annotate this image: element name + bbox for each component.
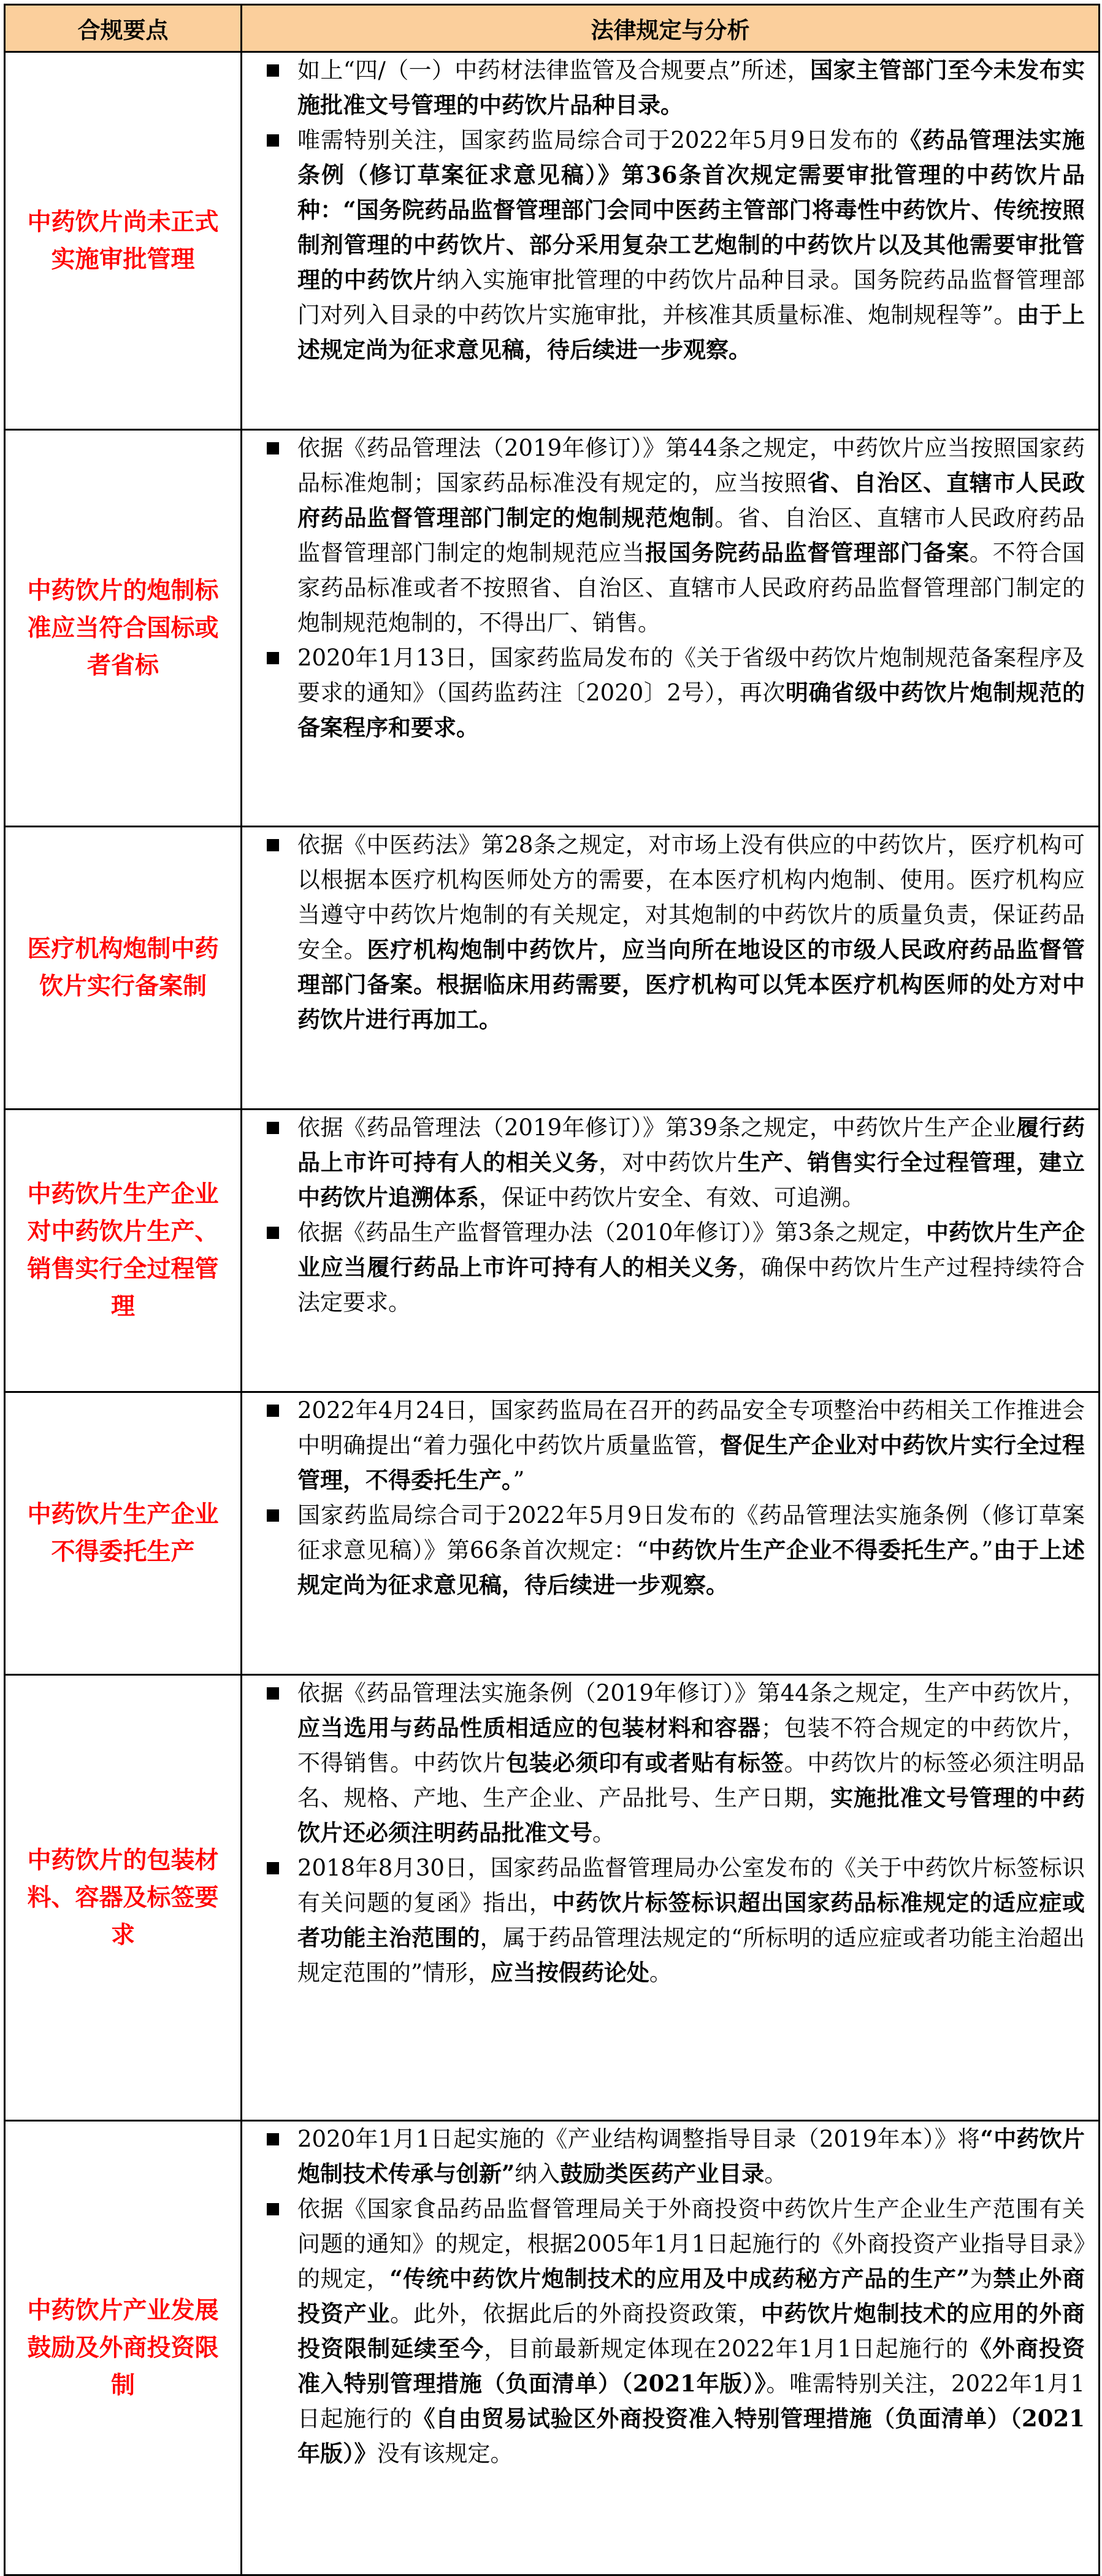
text-segment: 依据《药品生产监督管理办法（2010年修订）》第3条之规定， [297,1219,926,1246]
bold-text-segment: 履行药品上市许可持有人的相关义务 [297,1114,1085,1176]
bullet-text [297,123,1085,367]
square-bullet-icon [242,1498,297,1603]
text-segment: 唯需特别关注，国家药监局综合司于2022年5月9日发布的 [297,127,899,153]
bold-text-segment: 包装必须印有或者贴有标签 [506,1749,784,1776]
bullet-text [297,1110,1085,1215]
bold-text-segment: 应当按假药论处 [490,1959,649,1986]
square-bullet-icon [242,123,297,367]
bold-text-segment: 《药品管理法实施条例（修订草案征求意见稿）》第36条首次规定需要审批管理的中药饮片品种： [297,126,1085,223]
legal-analysis-cell [242,430,1100,827]
bullet-text [297,827,1085,1037]
bullet-item [242,1393,1085,1498]
square-bullet-icon [242,827,297,1037]
text-segment: 没有该规定。 [377,2440,513,2467]
bullet-item [242,1498,1085,1603]
table-row [5,52,1100,430]
text-segment: ，属于药品管理法规定的“所标明的适应症或者功能主治超出规定范围的”情形， [297,1925,1085,1986]
bullet-text [297,2122,1085,2191]
bold-text-segment: “传统中药饮片炮制技术的应用及中成药秘方产品的生产” [389,2265,970,2292]
table-row [5,2121,1100,2575]
bullet-item [242,640,1085,745]
bullet-item [242,1850,1085,1990]
bold-text-segment: 生产、销售实行全过程管理，建立中药饮片追溯体系 [297,1149,1085,1211]
bold-text-segment: “中药饮片炮制技术传承与创新” [297,2125,1085,2187]
legal-analysis-cell [242,1392,1100,1675]
text-segment: 。省、自治区、直辖市人民政府药品监督管理部门制定的炮制规范应当 [297,505,1085,566]
bold-text-segment: 《外商投资准入特别管理措施（负面清单）（2021年版）》 [297,2335,1085,2397]
bold-text-segment: 报国务院药品监督管理部门备案 [645,539,970,566]
bullet-text [297,1498,1085,1603]
bold-text-segment: 省、自治区、直辖市人民政府药品监督管理部门制定的炮制规范炮制 [297,469,1085,531]
bold-text-segment: 医疗机构炮制中药饮片，应当向所在地设区的市级人民政府药品监督管理部门备案。根据临床用药需要，医疗机构可以凭本医疗机构医师的处方对中药饮片进行再加工。 [297,936,1085,1033]
table-row [5,430,1100,827]
bullet-item [242,123,1085,367]
legal-analysis-cell [242,52,1100,430]
text-segment: 。此外，依据此后的外商投资政策， [390,2301,761,2327]
bold-text-segment: 由于上述规定尚为征求意见稿，待后续进一步观察。 [297,301,1085,363]
text-segment: ，对中药饮片 [599,1149,738,1176]
legal-analysis-cell [242,827,1100,1110]
header-legal-analysis: 法律规定与分析 [242,5,1100,52]
compliance-point-cell: 医疗机构炮制中药饮片实行备案制 [5,827,242,1110]
bullet-item [242,53,1085,123]
bullet-text [297,431,1085,640]
bullet-text [297,1850,1085,1990]
text-segment: 2022年4月24日，国家药监局在召开的药品安全专项整治中药相关工作推进会中明确提出“着力强化中药饮片质量监管， [297,1397,1085,1459]
legal-analysis-cell [242,1110,1100,1392]
text-segment: 依据《国家食品药品监督管理局关于外商投资中药饮片生产企业生产范围有关问题的通知》的规定，根据2005年1月1日起施行的《外商投资产业指导目录》的规定， [297,2196,1085,2292]
bullet-item [242,431,1085,640]
square-bullet-icon [242,2122,297,2191]
text-segment: ，目前最新规定体现在2022年1月1日起施行的 [484,2336,969,2362]
square-bullet-icon [242,640,297,745]
bullet-item [242,2122,1085,2191]
square-bullet-icon [242,1676,297,1850]
text-segment: 。 [649,1960,672,1986]
text-segment: 国家药监局综合司于2022年5月9日发布的《药品管理法实施条例（修订草案征求意见稿）》第66条首次规定：“ [297,1502,1085,1563]
legal-analysis-cell [242,2121,1100,2575]
text-segment: 依据《药品管理法（2019年修订）》第44条之规定，中药饮片应当按照国家药品标准炮制；国家药品标准没有规定的，应当按照 [297,435,1085,496]
bold-text-segment: 禁止外商投资产业 [297,2265,1085,2327]
text-segment: ，保证中药饮片安全、有效、可追溯。 [479,1184,865,1211]
table-row [5,827,1100,1110]
square-bullet-icon [242,1215,297,1320]
square-bullet-icon [242,2191,297,2471]
bold-text-segment: 中药饮片生产企业应当履行药品上市许可持有人的相关义务 [297,1219,1085,1281]
square-bullet-icon [242,1393,297,1498]
bold-text-segment: 实施批准文号管理的中药饮片还必须注明药品批准文号 [297,1784,1085,1846]
bullet-item [242,1110,1085,1215]
bold-text-segment: 中药饮片生产企业不得委托生产。 [648,1536,982,1563]
compliance-point-cell: 中药饮片的包装材料、容器及标签要求 [5,1675,242,2121]
bullet-text [297,640,1085,745]
square-bullet-icon [242,431,297,640]
square-bullet-icon [242,1110,297,1215]
compliance-point-cell: 中药饮片尚未正式实施审批管理 [5,52,242,430]
table-header-row [5,5,1100,52]
bullet-item [242,827,1085,1037]
bold-text-segment: 由于上述规定尚为征求意见稿，待后续进一步观察。 [297,1536,1085,1598]
text-segment: 依据《药品管理法实施条例（2019年修订）》第44条之规定，生产中药饮片， [297,1680,1085,1706]
bullet-text [297,1676,1085,1850]
bold-text-segment: 《自由贸易试验区外商投资准入特别管理措施（负面清单）（2021年版）》 [297,2405,1085,2467]
compliance-point-cell: 中药饮片生产企业不得委托生产 [5,1392,242,1675]
text-segment: 纳入实施审批管理的中药饮片品种目录。国务院药品监督管理部门对列入目录的中药饮片实施审批，并核准其质量标准、炮制规程等”。 [297,267,1085,328]
text-segment: 。唯需特别关注，2022年1月1日起施行的 [297,2371,1085,2432]
table-row [5,1110,1100,1392]
bold-text-segment: 中药饮片标签标识超出国家药品标准规定的适应症或者功能主治范围的 [297,1889,1085,1951]
bold-text-segment: 应当选用与药品性质相适应的包装材料和容器 [297,1714,761,1741]
bold-text-segment: 国家主管部门至今未发布实施批准文号管理的中药饮片品种目录。 [297,56,1085,118]
header-compliance-point: 合规要点 [5,5,242,52]
text-segment: ” [513,1467,525,1493]
square-bullet-icon [242,1850,297,1990]
text-segment: 依据《中医药法》第28条之规定，对市场上没有供应的中药饮片，医疗机构可以根据本医疗机构医师处方的需要，在本医疗机构内炮制、使用。医疗机构应当遵守中药饮片炮制的有关规定，对其炮制的中药饮片的质量负责，保证药品安全。 [297,832,1085,963]
bullet-text [297,1393,1085,1498]
bullet-text [297,53,1085,123]
compliance-point-cell: 中药饮片产业发展鼓励及外商投资限制 [5,2121,242,2575]
text-segment: 2018年8月30日，国家药品监督管理局办公室发布的《关于中药饮片标签标识有关问题的复函》指出， [297,1855,1085,1916]
compliance-table [4,4,1100,2576]
text-segment: 为 [970,2266,993,2292]
text-segment: 。 [764,2161,787,2187]
text-segment: 纳入 [515,2161,561,2187]
text-segment: ，确保中药饮片生产过程持续符合法定要求。 [297,1254,1085,1316]
square-bullet-icon [242,53,297,123]
bullet-item [242,1676,1085,1850]
bullet-item [242,1215,1085,1320]
text-segment: ” [981,1537,993,1563]
text-segment: 。 [592,1820,615,1846]
bold-text-segment: 鼓励类医药产业目录 [560,2160,765,2187]
bullet-text [297,1215,1085,1320]
text-segment: ；包装不符合规定的中药饮片，不得销售。中药饮片 [297,1715,1085,1776]
bold-text-segment: 中药饮片炮制技术的应用的外商投资限制延续至今 [297,2300,1085,2362]
table-row [5,1675,1100,2121]
bullet-text [297,2191,1085,2471]
text-segment: 2020年1月1日起实施的《产业结构调整指导目录（2019年本）》将 [297,2126,981,2152]
text-segment: 依据《药品管理法（2019年修订）》第39条之规定，中药饮片生产企业 [297,1114,1017,1141]
compliance-point-cell: 中药饮片的炮制标准应当符合国标或者省标 [5,430,242,827]
text-segment: 。中药饮片的标签必须注明品名、规格、产地、生产企业、产品批号、生产日期， [297,1750,1085,1811]
table-row [5,1392,1100,1675]
text-segment: 如上“四/（一）中药材法律监管及合规要点”所述， [297,57,811,83]
bullet-item [242,2191,1085,2471]
text-segment: 2020年1月13日，国家药监局发布的《关于省级中药饮片炮制规范备案程序及要求的通知》（国药监药注〔2020〕2号），再次 [297,645,1085,706]
text-segment: 。不符合国家药品标准或者不按照省、自治区、直辖市人民政府药品监督管理部门制定的炮制规范炮制的，不得出厂、销售。 [297,540,1085,636]
legal-analysis-cell [242,1675,1100,2121]
bold-text-segment: 明确省级中药饮片炮制规范的备案程序和要求。 [297,679,1085,741]
bold-text-segment: 督促生产企业对中药饮片实行全过程管理，不得委托生产。 [297,1432,1085,1493]
compliance-point-cell: 中药饮片生产企业对中药饮片生产、销售实行全过程管理 [5,1110,242,1392]
bold-text-segment: “国务院药品监督管理部门会同中医药主管部门将毒性中药饮片、传统按照制剂管理的中药饮片、部分采用复杂工艺炮制的中药饮片以及其他需要审批管理的中药饮片 [297,196,1085,293]
